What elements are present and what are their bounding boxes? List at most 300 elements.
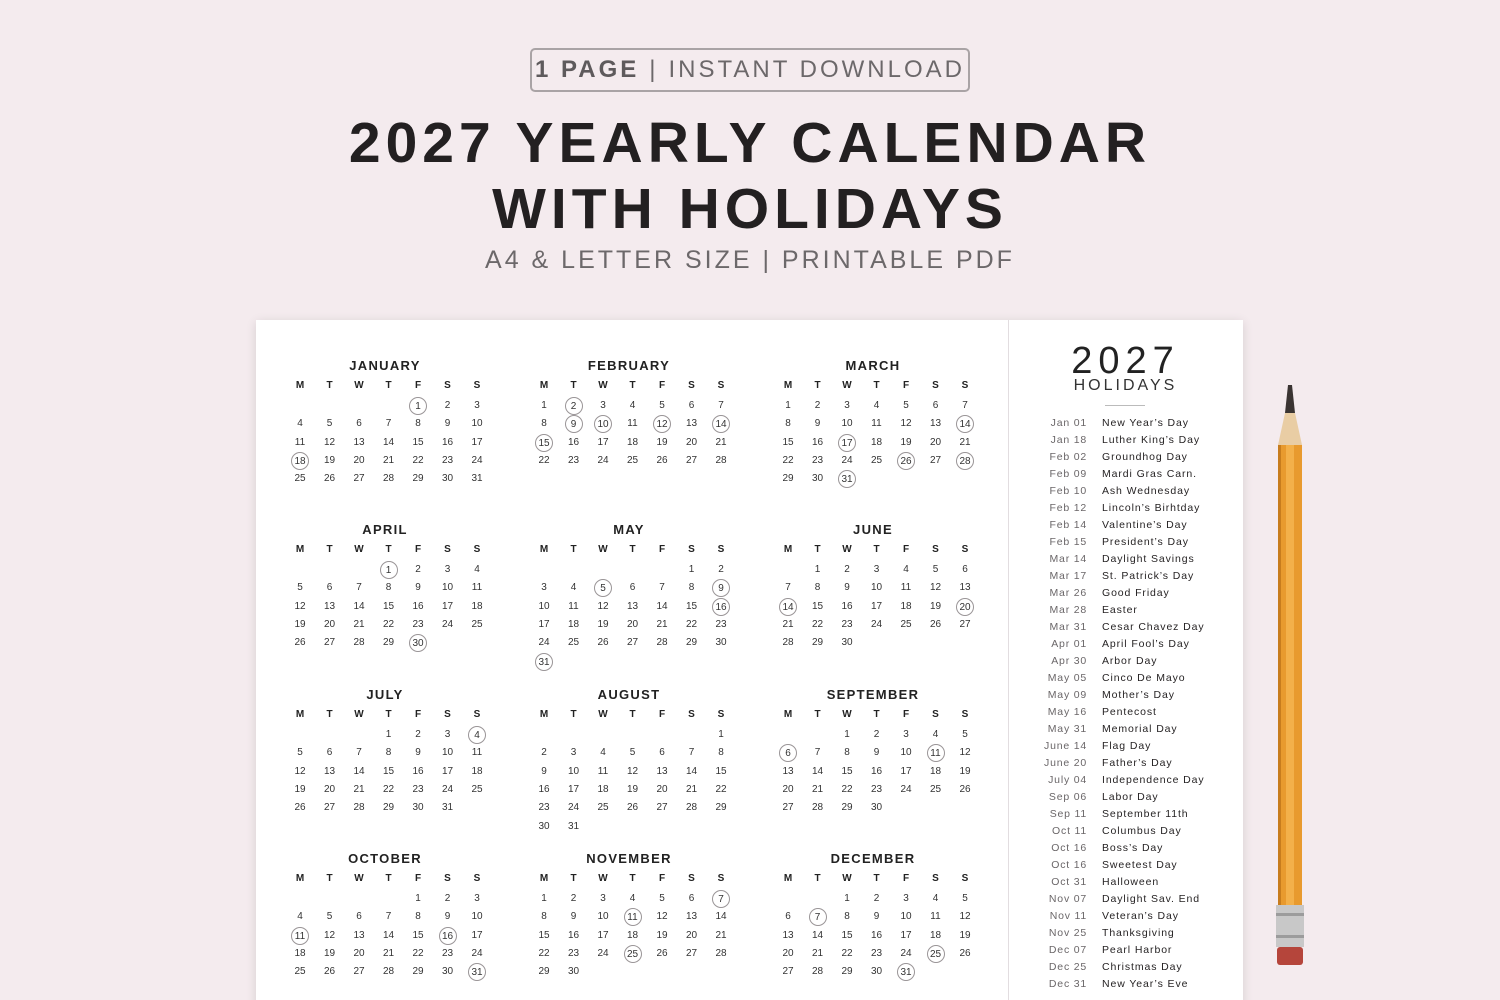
calendar-day: 16: [538, 783, 550, 795]
badge-download: INSTANT DOWNLOAD: [668, 56, 965, 83]
holiday-row: [1008, 723, 1243, 740]
calendar-day: 27: [626, 637, 639, 649]
calendar-day: 25: [626, 454, 639, 466]
badge-pages: 1 PAGE: [535, 56, 640, 83]
holiday-date: Jan 01: [1050, 417, 1087, 429]
calendar-day: 25: [900, 618, 912, 630]
calendar-day: 28: [656, 637, 668, 649]
calendar-day: 24: [870, 618, 883, 630]
calendar-day: 12: [323, 929, 336, 941]
calendar-day: 15: [841, 765, 853, 777]
holiday-row: [1008, 451, 1243, 468]
calendar-day: 20: [323, 783, 336, 795]
holiday-name: Mother’s Day: [1102, 689, 1175, 701]
holiday-day: 6: [779, 744, 797, 762]
calendar-day: 27: [323, 802, 336, 814]
calendar-day: 15: [811, 600, 824, 612]
holiday-date: Mar 26: [1049, 587, 1087, 599]
calendar-day: 16: [841, 600, 853, 612]
holiday-name: Columbus Day: [1102, 825, 1182, 837]
calendar-day: 27: [685, 947, 698, 959]
month-name: MARCH: [845, 358, 901, 373]
calendar-day: 1: [718, 729, 724, 740]
holidays-heading: HOLIDAYS: [1073, 377, 1178, 394]
calendar-day: 10: [441, 747, 454, 759]
calendar-day: 9: [415, 582, 421, 594]
calendar-day: 5: [659, 893, 665, 904]
calendar-day: 8: [385, 582, 392, 594]
calendar-day: 4: [932, 893, 939, 904]
calendar-day: 25: [294, 473, 306, 485]
weekday-label: W: [598, 380, 608, 391]
calendar-day: 22: [782, 454, 794, 466]
weekday-label: T: [814, 873, 821, 884]
calendar-day: 3: [474, 400, 480, 411]
holiday-name: Valentine’s Day: [1102, 519, 1188, 531]
calendar-day: 20: [685, 436, 698, 448]
calendar-day: 22: [538, 454, 550, 466]
holiday-row: [1008, 774, 1243, 791]
calendar-day: 3: [474, 893, 480, 904]
calendar-day: 4: [903, 564, 909, 575]
holiday-row: [1008, 553, 1243, 570]
calendar-day: 10: [900, 747, 912, 759]
holiday-day: 11: [624, 908, 642, 926]
holiday-name: Arbor Day: [1102, 655, 1158, 667]
holiday-name: September 11th: [1102, 808, 1189, 820]
holiday-row: [1008, 927, 1243, 944]
calendar-day: 14: [382, 436, 395, 448]
weekday-label: T: [326, 709, 333, 720]
holiday-row: [1008, 842, 1243, 859]
calendar-day: 8: [814, 582, 821, 594]
calendar-day: 30: [715, 637, 727, 649]
weekday-label: T: [570, 873, 577, 884]
calendar-day: 1: [385, 729, 392, 740]
holiday-day: 20: [956, 598, 974, 616]
holiday-name: April Fool’s Day: [1102, 638, 1190, 650]
calendar-day: 5: [962, 729, 968, 740]
holiday-row: [1008, 570, 1243, 587]
weekday-label: T: [385, 709, 392, 720]
calendar-day: 11: [930, 911, 941, 923]
holiday-date: Oct 11: [1052, 825, 1087, 837]
weekday-label: F: [414, 544, 422, 555]
calendar-day: 19: [597, 618, 609, 630]
calendar-day: 26: [294, 802, 306, 814]
weekday-label: S: [688, 709, 695, 720]
holiday-day: 26: [897, 452, 915, 470]
calendar-day: 2: [570, 893, 577, 904]
calendar-day: 8: [385, 747, 392, 759]
holiday-name: Boss’s Day: [1102, 842, 1164, 854]
calendar-day: 10: [900, 911, 912, 923]
calendar-day: 10: [538, 600, 550, 612]
weekday-label: T: [814, 709, 821, 720]
calendar-day: 8: [541, 911, 547, 923]
holiday-row: [1008, 434, 1243, 451]
calendar-day: 12: [656, 911, 668, 923]
calendar-day: 23: [441, 947, 454, 959]
holiday-date: Feb 12: [1049, 502, 1087, 514]
weekday-label: M: [539, 873, 549, 884]
calendar-day: 16: [567, 436, 580, 448]
weekday-label: S: [932, 873, 939, 884]
holiday-name: President’s Day: [1102, 536, 1189, 548]
weekday-label: T: [814, 544, 821, 555]
weekday-label: W: [598, 873, 608, 884]
holiday-day: 11: [291, 927, 309, 945]
holiday-date: Nov 07: [1048, 893, 1087, 905]
calendar-day: 13: [782, 929, 794, 941]
calendar-day: 23: [567, 947, 580, 959]
calendar-day: 3: [903, 893, 909, 904]
weekday-label: F: [658, 709, 666, 720]
calendar-day: 24: [441, 783, 454, 795]
holiday-date: Sep 06: [1048, 791, 1087, 803]
weekday-label: S: [717, 709, 725, 720]
holiday-name: Father’s Day: [1102, 757, 1173, 769]
calendar-day: 6: [962, 564, 968, 575]
holiday-row: [1008, 519, 1243, 536]
calendar-day: 15: [841, 929, 853, 941]
calendar-day: 21: [685, 783, 698, 795]
calendar-day: 13: [685, 911, 698, 923]
calendar-day: 23: [567, 454, 580, 466]
calendar-day: 20: [353, 454, 365, 466]
calendar-day: 23: [538, 802, 550, 814]
calendar-day: 20: [323, 618, 336, 630]
holiday-day: 25: [927, 945, 945, 963]
calendar-day: 30: [870, 802, 883, 814]
calendar-day: 8: [718, 747, 724, 759]
calendar-day: 22: [538, 947, 550, 959]
weekday-label: T: [873, 873, 880, 884]
holiday-name: Halloween: [1102, 876, 1160, 888]
calendar-day: 25: [597, 802, 609, 814]
calendar-day: 1: [541, 893, 547, 904]
calendar-day: 19: [959, 765, 971, 777]
calendar-day: 5: [297, 582, 303, 594]
calendar-day: 10: [471, 418, 483, 430]
calendar-day: 21: [959, 436, 971, 448]
holiday-date: Jan 18: [1050, 434, 1087, 446]
calendar-day: 28: [811, 966, 824, 978]
calendar-day: 14: [685, 765, 698, 777]
holiday-name: Daylight Savings: [1102, 553, 1195, 565]
weekday-label: S: [444, 380, 451, 391]
calendar-day: 17: [471, 929, 483, 941]
calendar-day: 30: [811, 473, 824, 485]
holiday-date: Feb 14: [1049, 519, 1087, 531]
calendar-day: 18: [900, 600, 912, 612]
weekday-label: S: [932, 544, 939, 555]
month-name: SEPTEMBER: [826, 687, 920, 702]
holiday-name: Christmas Day: [1102, 961, 1183, 973]
calendar-day: 4: [297, 911, 303, 923]
holiday-name: Labor Day: [1102, 791, 1159, 803]
weekday-label: T: [326, 873, 333, 884]
calendar-day: 17: [597, 436, 609, 448]
calendar-day: 14: [382, 929, 395, 941]
holiday-date: July 04: [1048, 774, 1087, 786]
holiday-day: 16: [439, 927, 457, 945]
calendar-day: 29: [841, 802, 853, 814]
weekday-label: W: [354, 709, 364, 720]
calendar-day: 4: [932, 729, 939, 740]
holiday-row: [1008, 757, 1243, 774]
calendar-day: 8: [844, 747, 850, 759]
weekday-label: T: [873, 709, 880, 720]
weekday-label: M: [295, 544, 305, 555]
holiday-day: 14: [712, 415, 730, 433]
calendar-sheet: [256, 320, 1243, 1000]
holiday-row: [1008, 587, 1243, 604]
calendar-day: 13: [782, 765, 794, 777]
calendar-day: 22: [412, 454, 424, 466]
holiday-row: [1008, 468, 1243, 485]
weekday-label: T: [570, 709, 577, 720]
holiday-date: May 16: [1047, 706, 1087, 718]
holiday-name: Cinco De Mayo: [1102, 672, 1186, 684]
weekday-label: F: [414, 709, 422, 720]
calendar-day: 2: [415, 729, 421, 740]
header-badge: [530, 48, 970, 92]
calendar-day: 28: [811, 802, 824, 814]
calendar-day: 1: [844, 729, 850, 740]
calendar-day: 26: [294, 637, 306, 649]
calendar-day: 5: [326, 911, 333, 923]
calendar-day: 23: [870, 947, 883, 959]
holiday-day: 7: [809, 908, 827, 926]
calendar-day: 20: [929, 436, 942, 448]
calendar-day: 13: [685, 418, 698, 430]
calendar-day: 26: [959, 783, 971, 795]
calendar-day: 3: [541, 582, 547, 594]
calendar-day: 13: [323, 765, 336, 777]
calendar-day: 10: [441, 582, 454, 594]
holiday-row: [1008, 689, 1243, 706]
weekday-label: W: [842, 873, 852, 884]
calendar-day: 1: [814, 564, 821, 575]
calendar-day: 22: [841, 783, 853, 795]
holiday-day: 2: [565, 397, 583, 415]
calendar-day: 21: [382, 947, 395, 959]
calendar-day: 11: [597, 765, 609, 777]
holiday-day: 7: [712, 890, 730, 908]
holiday-date: Feb 15: [1049, 536, 1087, 548]
holiday-row: [1008, 621, 1243, 638]
calendar-day: 7: [785, 582, 791, 594]
calendar-day: 12: [323, 436, 336, 448]
holiday-row: [1008, 706, 1243, 723]
calendar-day: 22: [811, 618, 824, 630]
calendar-day: 24: [567, 802, 580, 814]
calendar-day: 28: [782, 637, 794, 649]
calendar-day: 17: [870, 600, 883, 612]
calendar-day: 10: [597, 911, 609, 923]
calendar-day: 23: [412, 618, 424, 630]
calendar-day: 2: [873, 729, 880, 740]
holiday-day: 12: [653, 415, 671, 433]
holiday-date: Feb 09: [1049, 468, 1087, 480]
calendar-day: 28: [353, 637, 365, 649]
holiday-name: Good Friday: [1102, 587, 1170, 599]
weekday-label: S: [688, 544, 695, 555]
weekday-label: W: [598, 544, 608, 555]
holiday-row: [1008, 740, 1243, 757]
page-title-line1: 2027 YEARLY CALENDAR: [348, 111, 1152, 175]
holiday-row: [1008, 417, 1243, 434]
calendar-day: 2: [814, 400, 821, 411]
calendar-day: 24: [900, 783, 912, 795]
calendar-day: 30: [870, 966, 883, 978]
calendar-day: 7: [659, 582, 665, 594]
calendar-day: 26: [656, 454, 668, 466]
calendar-day: 19: [900, 436, 912, 448]
calendar-day: 23: [841, 618, 853, 630]
calendar-day: 28: [382, 966, 395, 978]
calendar-day: 20: [782, 783, 794, 795]
calendar-day: 23: [811, 454, 824, 466]
holiday-day: 25: [624, 945, 642, 963]
calendar-day: 7: [356, 747, 362, 759]
holiday-day: 5: [594, 579, 612, 597]
holiday-row: [1008, 655, 1243, 672]
calendar-day: 6: [629, 582, 636, 594]
calendar-day: 7: [718, 400, 724, 411]
weekday-label: S: [473, 544, 481, 555]
calendar-day: 3: [873, 564, 880, 575]
holiday-name: Daylight Sav. End: [1102, 893, 1200, 905]
calendar-day: 10: [567, 765, 580, 777]
calendar-day: 22: [841, 947, 853, 959]
calendar-day: 25: [567, 637, 580, 649]
calendar-day: 5: [297, 747, 303, 759]
calendar-day: 21: [382, 454, 395, 466]
weekday-label: T: [629, 873, 636, 884]
holiday-row: [1008, 604, 1243, 621]
calendar-day: 1: [844, 893, 850, 904]
calendar-day: 12: [929, 582, 942, 594]
holiday-date: Mar 28: [1049, 604, 1087, 616]
calendar-day: 18: [471, 765, 483, 777]
holiday-day: 31: [535, 653, 553, 671]
calendar-day: 25: [929, 783, 942, 795]
month-name: NOVEMBER: [586, 851, 672, 866]
calendar-day: 15: [685, 600, 698, 612]
calendar-day: 9: [570, 911, 577, 923]
holiday-name: Memorial Day: [1102, 723, 1178, 735]
holiday-name: Sweetest Day: [1102, 859, 1178, 871]
calendar-day: 11: [471, 747, 483, 759]
holiday-date: Feb 02: [1049, 451, 1087, 463]
calendar-day: 9: [844, 582, 850, 594]
calendar-day: 8: [688, 582, 695, 594]
calendar-day: 8: [785, 418, 791, 430]
holiday-row: [1008, 893, 1243, 910]
weekday-label: F: [658, 380, 666, 391]
calendar-day: 21: [353, 618, 365, 630]
holiday-name: Luther King’s Day: [1102, 434, 1200, 446]
calendar-day: 16: [441, 436, 454, 448]
holiday-row: [1008, 638, 1243, 655]
holiday-date: June 20: [1044, 757, 1087, 769]
weekday-label: T: [629, 709, 636, 720]
calendar-day: 28: [353, 802, 365, 814]
calendar-day: 6: [688, 400, 695, 411]
calendar-day: 3: [444, 564, 451, 575]
weekday-label: M: [783, 380, 793, 391]
holiday-day: 16: [712, 598, 730, 616]
holiday-row: [1008, 910, 1243, 927]
weekday-label: T: [570, 544, 577, 555]
calendar-day: 29: [412, 966, 424, 978]
calendar-day: 3: [600, 400, 606, 411]
holiday-day: 9: [565, 415, 583, 433]
calendar-day: 27: [656, 802, 668, 814]
badge-separator: |: [649, 56, 659, 83]
holiday-row: [1008, 859, 1243, 876]
month-name: JANUARY: [349, 358, 421, 373]
calendar-day: 11: [900, 582, 912, 594]
holidays-year: 2027: [1071, 340, 1180, 382]
holiday-date: Dec 31: [1048, 978, 1087, 990]
month-name: FEBRUARY: [587, 358, 671, 373]
calendar-day: 18: [471, 600, 483, 612]
calendar-day: 27: [959, 618, 971, 630]
calendar-day: 6: [356, 911, 362, 923]
calendar-day: 21: [353, 783, 365, 795]
calendar-day: 13: [929, 418, 942, 430]
holiday-date: Mar 31: [1049, 621, 1087, 633]
holiday-row: [1008, 672, 1243, 689]
holiday-row: [1008, 825, 1243, 842]
weekday-label: M: [539, 709, 549, 720]
calendar-day: 23: [412, 783, 424, 795]
weekday-label: F: [902, 380, 910, 391]
month-name: OCTOBER: [348, 851, 422, 866]
holiday-date: Oct 16: [1051, 842, 1087, 854]
calendar-day: 11: [294, 436, 306, 448]
calendar-day: 27: [929, 454, 942, 466]
calendar-day: 30: [567, 966, 580, 978]
weekday-label: T: [385, 380, 392, 391]
calendar-day: 4: [474, 564, 480, 575]
holiday-date: Oct 16: [1051, 859, 1087, 871]
weekday-label: F: [658, 873, 666, 884]
calendar-day: 14: [353, 765, 365, 777]
calendar-day: 6: [356, 418, 362, 430]
calendar-day: 18: [597, 783, 609, 795]
calendar-day: 4: [600, 747, 606, 759]
calendar-day: 6: [932, 400, 939, 411]
calendar-day: 12: [626, 765, 639, 777]
holiday-day: 15: [535, 434, 553, 452]
calendar-day: 3: [570, 747, 577, 759]
calendar-day: 16: [811, 436, 824, 448]
weekday-label: F: [414, 380, 422, 391]
weekday-label: T: [873, 544, 880, 555]
calendar-day: 30: [441, 966, 454, 978]
calendar-day: 2: [444, 893, 451, 904]
calendar-day: 7: [962, 400, 968, 411]
holiday-row: [1008, 961, 1243, 978]
holiday-day: 18: [291, 452, 309, 470]
calendar-day: 15: [382, 765, 395, 777]
calendar-day: 14: [811, 929, 824, 941]
holiday-day: 14: [956, 415, 974, 433]
